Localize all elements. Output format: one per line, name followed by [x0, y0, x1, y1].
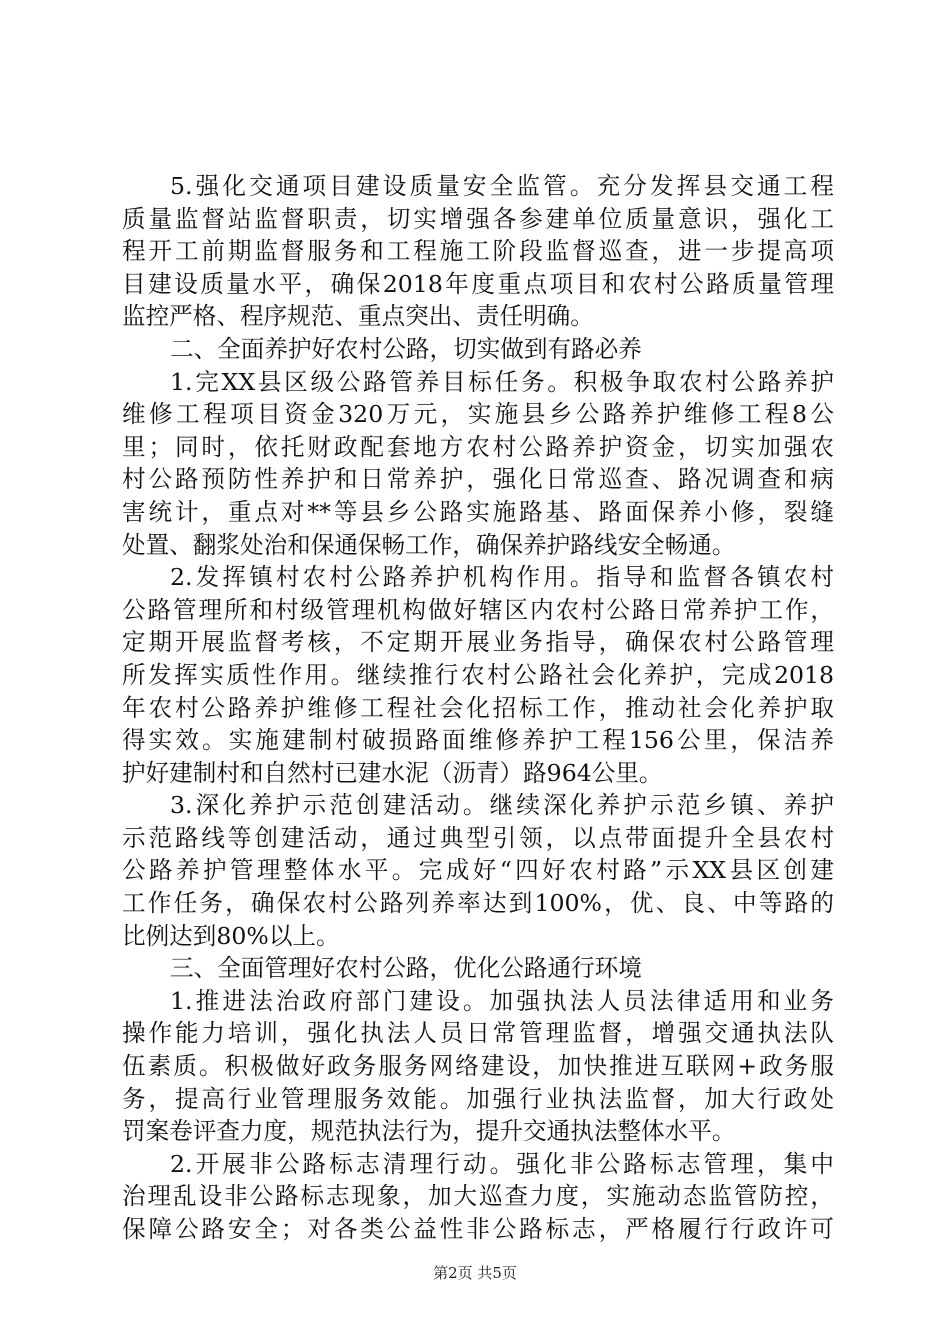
text-line: 1.完XX县区级公路管养目标任务。积极争取农村公路养护	[170, 367, 834, 396]
text-line: 所发挥实质性作用。继续推行农村公路社会化养护，完成2018	[122, 660, 834, 689]
text-line: 2.开展非公路标志清理行动。强化非公路标志管理，集中	[170, 1149, 834, 1178]
text-line: 公路养护管理整体水平。完成好“四好农村路”示XX县区创建	[122, 856, 834, 885]
text-line: 比例达到80%以上。	[122, 921, 340, 950]
text-line: 罚案卷评查力度，规范执法行为，提升交通执法整体水平。	[122, 1117, 736, 1146]
section-heading: 二、全面养护好农村公路，切实做到有路必养	[170, 334, 642, 363]
text-line: 2.发挥镇村农村公路养护机构作用。指导和监督各镇农村	[170, 563, 834, 592]
document-body	[122, 170, 834, 1246]
text-line: 治理乱设非公路标志现象，加大巡查力度，实施动态监管防控，	[122, 1182, 834, 1211]
section-heading: 三、全面管理好农村公路，优化公路通行环境	[170, 954, 642, 983]
text-line: 操作能力培训，强化执法人员日常管理监督，增强交通执法队	[122, 1019, 834, 1048]
text-line: 公路管理所和村级管理机构做好辖区内农村公路日常养护工作，	[122, 595, 834, 624]
text-line: 害统计，重点对**等县乡公路实施路基、路面保养小修，裂缝	[122, 497, 834, 526]
text-line: 监控严格、程序规范、重点突出、责任明确。	[122, 302, 594, 331]
text-line: 务，提高行业管理服务效能。加强行业执法监督，加大行政处	[122, 1084, 834, 1113]
text-line: 示范路线等创建活动，通过典型引领，以点带面提升全县农村	[122, 823, 834, 852]
text-line: 3.深化养护示范创建活动。继续深化养护示范乡镇、养护	[170, 791, 834, 820]
text-line: 里；同时，依托财政配套地方农村公路养护资金，切实加强农	[122, 432, 834, 461]
text-line: 处置、翻浆处治和保通保畅工作，确保养护路线安全畅通。	[122, 530, 736, 559]
text-line: 年农村公路养护维修工程社会化招标工作，推动社会化养护取	[122, 693, 834, 722]
text-line: 5.强化交通项目建设质量安全监管。充分发挥县交通工程	[170, 172, 834, 200]
text-line: 伍素质。积极做好政务服务网络建设，加快推进互联网+政务服	[122, 1052, 834, 1081]
text-line: 保障公路安全；对各类公益性非公路标志，严格履行行政许可	[122, 1215, 834, 1243]
text-line: 质量监督站监督职责，切实增强各参建单位质量意识，强化工	[122, 204, 834, 233]
text-line: 护好建制村和自然村已建水泥（沥青）路964公里。	[122, 758, 663, 787]
text-line: 维修工程项目资金320万元，实施县乡公路养护维修工程8公	[122, 400, 834, 429]
page-number: 第2页 共5页	[433, 1264, 517, 1282]
text-line: 1.推进法治政府部门建设。加强执法人员法律适用和业务	[170, 986, 834, 1015]
text-line: 工作任务，确保农村公路列养率达到100%，优、良、中等路的	[122, 889, 834, 918]
text-line: 定期开展监督考核，不定期开展业务指导，确保农村公路管理	[122, 628, 834, 657]
text-line: 程开工前期监督服务和工程施工阶段监督巡查，进一步提高项	[122, 237, 834, 266]
text-line: 得实效。实施建制村破损路面维修养护工程156公里，保洁养	[122, 726, 834, 755]
text-line: 目建设质量水平，确保2018年度重点项目和农村公路质量管理	[122, 269, 834, 298]
text-line: 村公路预防性养护和日常养护，强化日常巡查、路况调查和病	[122, 465, 834, 494]
